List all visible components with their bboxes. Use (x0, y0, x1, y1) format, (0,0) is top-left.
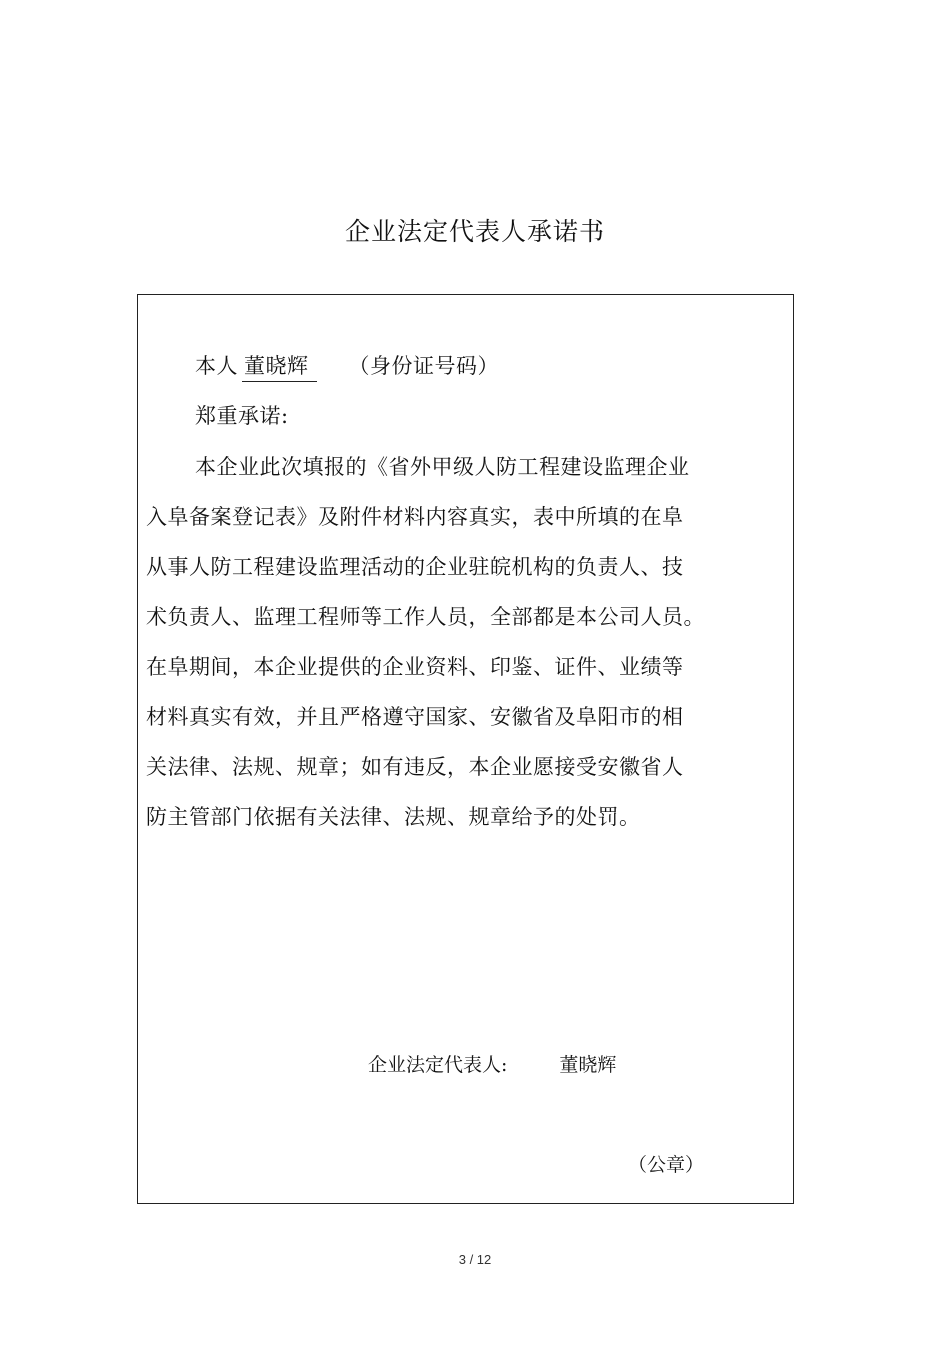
page-number: 3 / 12 (458, 1252, 492, 1267)
body-line-1: 本企业此次填报的《省外甲级人防工程建设监理企业 (195, 455, 690, 479)
body-line-3: 从事人防工程建设监理活动的企业驻皖机构的负责人、技 (146, 555, 684, 579)
intro-prefix: 本人 (195, 354, 238, 378)
signature-row (368, 1050, 616, 1080)
page-title: 企业法定代表人承诺书 (344, 217, 605, 246)
body-line-2: 入阜备案登记表》及附件材料内容真实，表中所填的在阜 (146, 505, 684, 529)
signature-name: 董晓辉 (559, 1054, 617, 1076)
body-line-8: 防主管部门依据有关法律、法规、规章给予的处罚。 (146, 805, 641, 829)
id-number-label: （身份证号码） (348, 354, 499, 378)
body-line-5: 在阜期间，本企业提供的企业资料、印鉴、证件、业绩等 (146, 655, 684, 679)
solemn-pledge: 郑重承诺: (195, 404, 289, 428)
body-line-6: 材料真实有效，并且严格遵守国家、安徽省及阜阳市的相 (146, 705, 684, 729)
intro-line (195, 351, 499, 382)
signature-label: 企业法定代表人: (368, 1054, 508, 1076)
seal-label: （公章） (628, 1154, 705, 1176)
representative-name: 董晓辉 (242, 351, 317, 382)
body-line-7: 关法律、法规、规章；如有违反，本企业愿接受安徽省人 (146, 755, 684, 779)
body-line-4: 术负责人、监理工程师等工作人员，全部都是本公司人员。 (146, 605, 705, 629)
